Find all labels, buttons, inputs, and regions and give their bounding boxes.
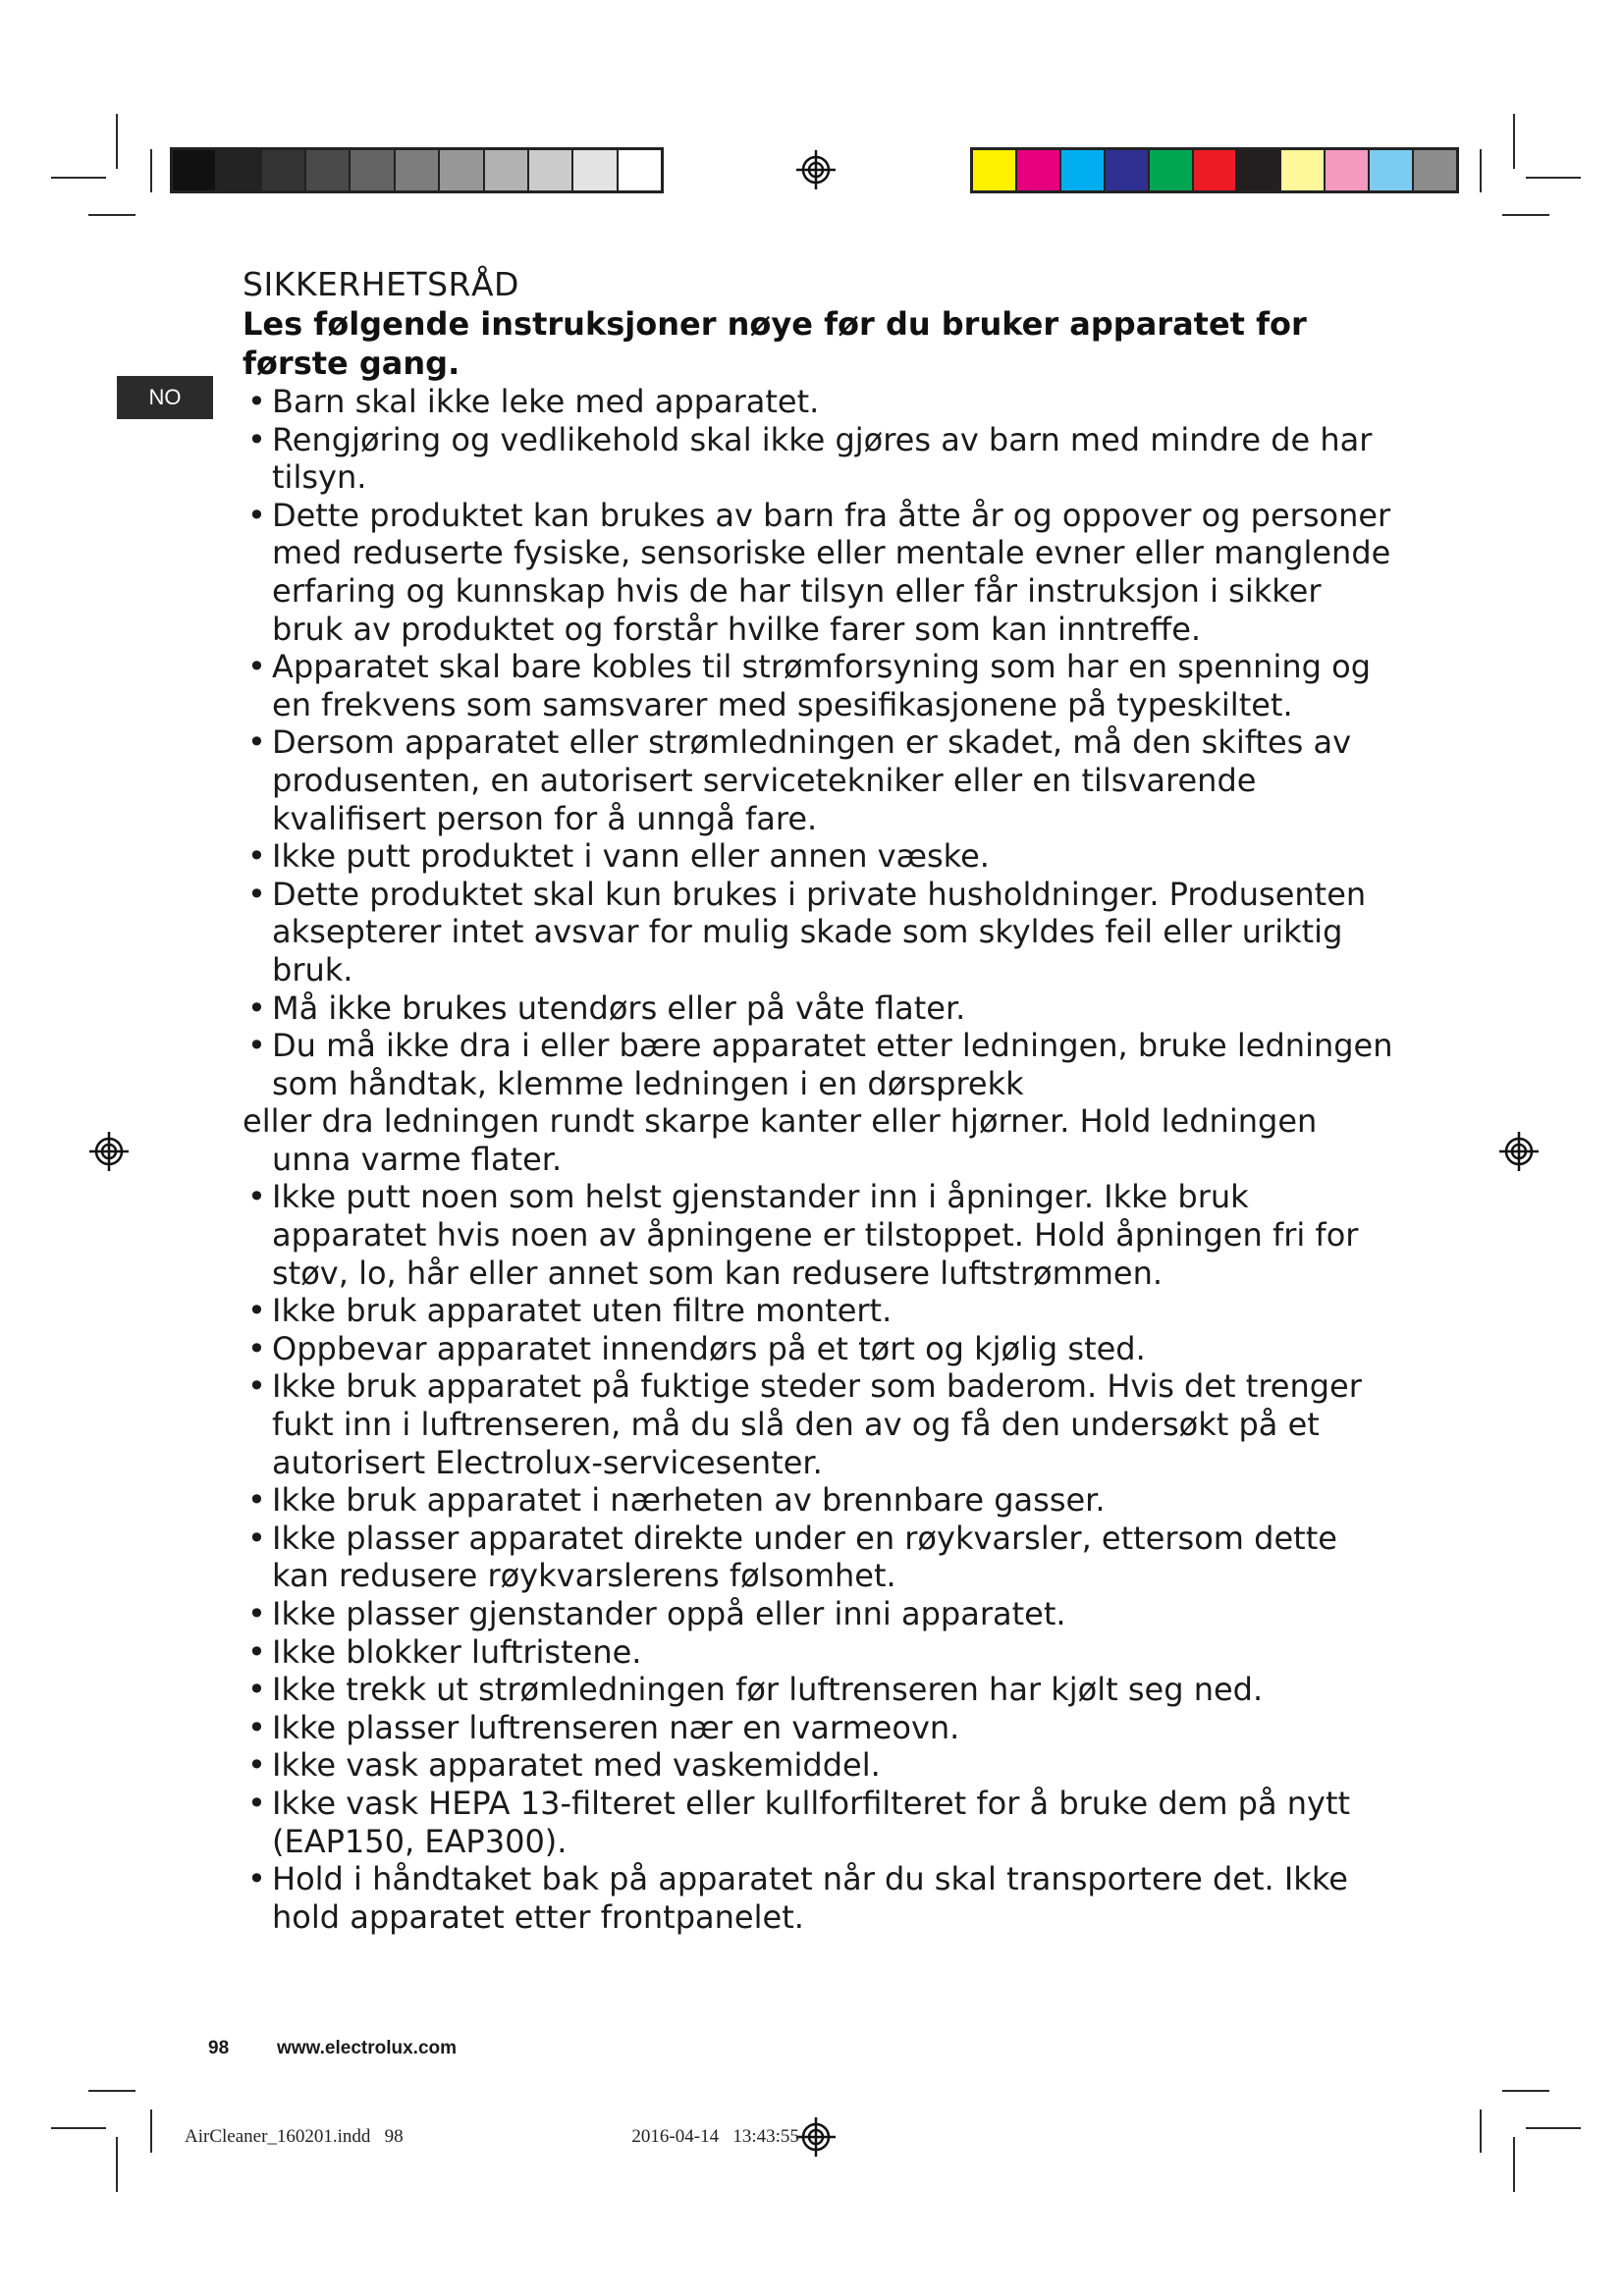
list-item: • Ikke bruk apparatet på fuktige steder som baderom. Hvis det trenger fukt inn i luftrenseren, må du slå den av og få den undersøkt på et autorisert Electrolux-servicesenter.	[243, 1367, 1396, 1481]
color-swatch	[173, 150, 217, 190]
grayscale-bar	[170, 147, 664, 193]
list-item: • Ikke bruk apparatet uten filtre montert.	[243, 1292, 1396, 1330]
registration-mark-icon	[1499, 1132, 1539, 1171]
color-swatch	[1194, 150, 1238, 190]
registration-mark-icon	[89, 1132, 129, 1171]
list-item: • Må ikke brukes utendørs eller på våte flater.	[243, 989, 1396, 1028]
color-swatch	[440, 150, 484, 190]
section-title: SIKKERHETSRÅD	[243, 265, 519, 303]
list-item: • Ikke trekk ut strømledningen før luftrenseren har kjølt seg ned.	[243, 1671, 1396, 1709]
list-item: • Ikke bruk apparatet i nærheten av brennbare gasser.	[243, 1481, 1396, 1520]
color-swatch	[1281, 150, 1326, 190]
color-swatch	[351, 150, 395, 190]
continuation-line: unna varme flater.	[272, 1140, 563, 1178]
color-swatch	[217, 150, 261, 190]
color-swatch	[1370, 150, 1414, 190]
color-swatch	[619, 150, 661, 190]
crop-mark	[1480, 2109, 1482, 2153]
color-swatch	[1150, 150, 1194, 190]
crop-mark	[1526, 177, 1581, 179]
page-number: 98	[208, 2038, 230, 2058]
crop-mark	[1526, 2127, 1581, 2129]
color-swatch	[485, 150, 529, 190]
list-item: • Apparatet skal bare kobles til strømforsyning som har en spenning og en frekvens som samsvarer med spesifikasjonene på typeskiltet.	[243, 648, 1396, 723]
crop-mark	[150, 2109, 152, 2153]
list-item: • Du må ikke dra i eller bære apparatet etter ledningen, bruke ledningen som håndtak, klemme ledningen i en dørsprekk	[243, 1027, 1396, 1102]
list-item: • Ikke plasser apparatet direkte under en røykvarsler, ettersom dette kan redusere røykvarslerens følsomhet.	[243, 1520, 1396, 1595]
crop-mark	[1513, 114, 1515, 169]
color-swatch	[1061, 150, 1106, 190]
crop-mark	[116, 114, 118, 169]
color-swatch	[529, 150, 573, 190]
list-item: • Oppbevar apparatet innendørs på et tørt og kjølig sted.	[243, 1330, 1396, 1368]
color-swatch	[396, 150, 440, 190]
color-swatch	[1106, 150, 1150, 190]
color-swatch	[1326, 150, 1370, 190]
crop-mark	[1513, 2137, 1515, 2192]
safety-list	[243, 1178, 1396, 1936]
list-item: • Dette produktet kan brukes av barn fra åtte år og oppover og personer med reduserte fysiske, sensoriske eller mentale evner eller manglende erfaring og kunnskap hvis de har tilsyn eller får instruksjon i sikker bruk av produktet og forstår hvilke farer som kan inntreffe.	[243, 497, 1396, 648]
color-swatch	[1237, 150, 1281, 190]
color-swatch	[1017, 150, 1061, 190]
list-item: • Ikke plasser gjenstander oppå eller inni apparatet.	[243, 1595, 1396, 1633]
list-item: • Ikke vask HEPA 13-filteret eller kullforfilteret for å bruke dem på nytt (EAP150, EAP300).	[243, 1785, 1396, 1860]
language-tab: NO	[117, 376, 213, 419]
color-swatch	[573, 150, 618, 190]
registration-mark-icon	[796, 150, 836, 189]
crop-mark	[51, 177, 106, 179]
list-item: • Ikke plasser luftrenseren nær en varmeovn.	[243, 1709, 1396, 1747]
list-item: • Rengjøring og vedlikehold skal ikke gjøres av barn med mindre de har tilsyn.	[243, 421, 1396, 497]
crop-mark	[88, 214, 135, 216]
color-swatch	[1414, 150, 1456, 190]
crop-mark	[1480, 149, 1482, 192]
crop-mark	[88, 2090, 135, 2092]
continuation-line: eller dra ledningen rundt skarpe kanter eller hjørner. Hold ledningen	[243, 1102, 1318, 1141]
crop-mark	[1502, 2090, 1549, 2092]
list-item: • Dette produktet skal kun brukes i private husholdninger. Produsenten aksepterer intet avsvar for mulig skade som skyldes feil eller uriktig bruk.	[243, 876, 1396, 989]
print-slug: AirCleaner_160201.indd 98 2016-04-14 13:43:55	[185, 2126, 799, 2147]
intro-text: Les følgende instruksjoner nøye før du bruker apparatet for første gang.	[243, 305, 1307, 382]
registration-mark-icon	[796, 2117, 836, 2157]
crop-mark	[150, 149, 152, 192]
color-swatch	[306, 150, 351, 190]
color-swatch	[973, 150, 1017, 190]
list-item: • Ikke putt produktet i vann eller annen væske.	[243, 837, 1396, 876]
list-item: • Ikke vask apparatet med vaskemiddel.	[243, 1746, 1396, 1785]
list-item: • Ikke blokker luftristene.	[243, 1633, 1396, 1672]
list-item: • Ikke putt noen som helst gjenstander inn i åpninger. Ikke bruk apparatet hvis noen av åpningene er tilstoppet. Hold åpningen fri for støv, lo, hår eller annet som kan redusere luftstrømmen.	[243, 1178, 1396, 1292]
footer-url: www.electrolux.com	[277, 2038, 458, 2058]
crop-mark	[116, 2137, 118, 2192]
crop-mark	[51, 2127, 106, 2129]
color-swatch	[262, 150, 306, 190]
list-item: • Hold i håndtaket bak på apparatet når du skal transportere det. Ikke hold apparatet etter frontpanelet.	[243, 1860, 1396, 1936]
crop-mark	[1502, 214, 1549, 216]
color-bar	[970, 147, 1459, 193]
list-item: • Dersom apparatet eller strømledningen er skadet, må den skiftes av produsenten, en autorisert servicetekniker eller en tilsvarende kvalifisert person for å unngå fare.	[243, 723, 1396, 837]
list-item: • Barn skal ikke leke med apparatet.	[243, 383, 1396, 421]
main-content	[243, 265, 1396, 1936]
safety-list	[243, 383, 1396, 1102]
